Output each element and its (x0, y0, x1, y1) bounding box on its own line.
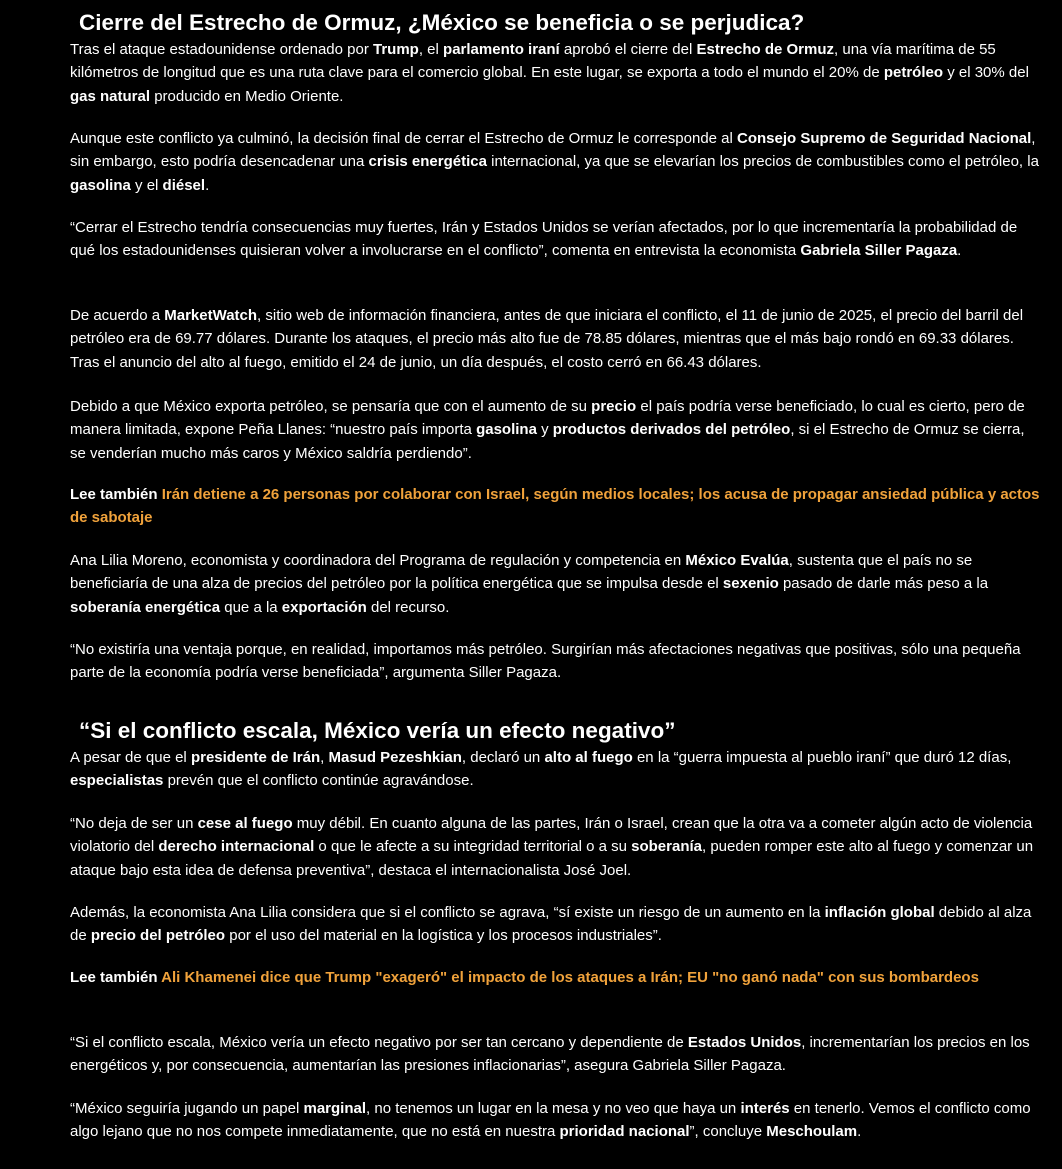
bold-text: Masud Pezeshkian (328, 749, 462, 766)
text-run: en la “guerra impuesta al pueblo iraní” que duró 12 días, (632, 749, 1012, 766)
bold-text: Consejo Supremo de Seguridad Nacional (737, 130, 1032, 147)
paragraph (70, 746, 1040, 793)
bold-text: derecho internacional (158, 838, 315, 856)
bold-text: parlamento iraní (443, 41, 560, 58)
text-run: “Cerrar el Estrecho tendría consecuencias muy fuertes, Irán y Estados Unidos se verían afectados, por lo que incrementaría la probabilidad de qué los estadounidenses quisieran volver a involucrarse en el conflicto”, comenta en entrevista la economista (70, 219, 1018, 260)
text-run: , si el Estrecho de Ormuz se cierra, se venderían mucho más caros y México saldría perdiendo”. (70, 421, 1025, 462)
bold-text: gasolina (476, 421, 537, 439)
text-run: prevén que el conflicto continúe agravándose. (163, 772, 474, 790)
related-article-link[interactable]: Ali Khamenei dice que Trump "exageró" el impacto de los ataques a Irán; EU "no ganó nada" con sus bombardeos (161, 969, 979, 986)
paragraph (70, 549, 1040, 619)
bold-text: interés (740, 1100, 790, 1117)
bold-text: gasolina (70, 176, 131, 194)
text-run: Ana Lilia Moreno, economista y coordinadora del Programa de regulación y competencia en (70, 552, 686, 569)
bold-text: prioridad nacional (559, 1123, 690, 1141)
paragraph (70, 812, 1040, 882)
text-run: . (205, 176, 210, 194)
text-run: , sustenta que el país no se beneficiaría de una alza de precios del petróleo por la política energética que se impulsa desde el (70, 552, 973, 593)
bold-text: soberanía (631, 838, 702, 856)
text-run: , no tenemos un lugar en la mesa y no veo que haya un (366, 1100, 741, 1117)
text-run: Aunque este conflicto ya culminó, la decisión final de cerrar el Estrecho de Ormuz le corresponde al (70, 130, 738, 147)
text-run: “México seguiría jugando un papel (70, 1100, 304, 1117)
lee-tambien-label: Lee también (70, 969, 162, 986)
bold-text: Estados Unidos (687, 1034, 802, 1051)
bold-text: cese al fuego (197, 815, 293, 832)
bold-text: México Evalúa (685, 552, 789, 569)
text-run: , incrementarían los precios en los energéticos y, por consecuencia, aumentarían las presiones inflacionarias”, asegura Gabriela Siller Pagaza. (70, 1034, 1030, 1075)
bold-text: Estrecho de Ormuz (696, 41, 835, 58)
bold-text: productos derivados del petróleo (552, 421, 791, 439)
text-run: Tras el ataque estadounidense ordenado por (70, 41, 373, 58)
bold-text: diésel (162, 176, 206, 194)
bold-text: precio (591, 398, 637, 415)
text-run: , sin embargo, esto podría desencadenar una (70, 130, 1036, 171)
lee-tambien-label: Lee también (70, 486, 162, 503)
text-run: De acuerdo a (70, 307, 165, 324)
text-run: , el (418, 41, 444, 58)
text-run: muy débil. En cuanto alguna de las partes, Irán o Israel, crean que la otra va a cometer algún acto de violencia violatorio del (70, 815, 1033, 856)
text-run: Además, la economista Ana Lilia considera que si el conflicto se agrava, “sí existe un riesgo de un aumento en la (70, 904, 825, 921)
related-article-link[interactable]: Irán detiene a 26 personas por colaborar con Israel, según medios locales; los acusa de propagar ansiedad pública y actos de sabotaje (70, 486, 1040, 527)
section-2-title: “Si el conflicto escala, México vería un efecto negativo” (79, 718, 676, 743)
paragraph (70, 304, 1040, 374)
text-run: el país podría verse beneficiado, lo cual es cierto, pero de manera limitada, expone Peña Llanes: “nuestro país importa (70, 398, 1025, 439)
text-run: , una vía marítima de 55 kilómetros de longitud que es una ruta clave para el comercio global. En este lugar, se exporta a todo el mundo el 20% de (70, 41, 996, 82)
text-run: que a la (220, 598, 282, 616)
text-run: internacional, ya que se elevarían los precios de combustibles como el petróleo, la (486, 153, 1039, 171)
lee-tambien-1 (70, 483, 1040, 530)
bold-text: inflación global (824, 904, 935, 921)
paragraph (70, 1031, 1040, 1078)
text-run: debido al alza de (70, 904, 1032, 945)
bold-text: marginal (303, 1100, 367, 1117)
text-run: , sitio web de información financiera, antes de que iniciara el conflicto, el 11 de junio de 2025, el precio del barril del petróleo era de 69.77 dólares. Durante los ataques, el precio más alto fue de 78.85 dólares, mientras que el más bajo rondó en 69.33 dólares. Tras el anuncio del alto al fuego, emitido el 24 de junio, un día después, el costo cerró en 66.43 dólares. (70, 307, 1024, 371)
bold-text: exportación (281, 598, 367, 616)
text-run: o que le afecte a su integridad territorial o a su (314, 838, 632, 856)
text-run: . (957, 242, 962, 260)
bold-text: gas natural (70, 87, 151, 105)
text-run: , declaró un (461, 749, 545, 766)
bold-text: presidente de Irán (190, 749, 321, 766)
text-run: “No deja de ser un (70, 815, 198, 832)
paragraph (70, 127, 1040, 197)
text-run: , pueden romper este alto al fuego y comenzar un ataque bajo esta idea de defensa preventiva”, destaca el internacionalista José Joel. (70, 838, 1034, 879)
bold-text: Trump (373, 41, 419, 58)
lee-tambien-2 (70, 966, 1040, 989)
text-run: aprobó el cierre del (559, 41, 697, 58)
text-run: del recurso. (366, 598, 450, 616)
paragraph (70, 638, 1040, 685)
bold-text: alto al fuego (544, 749, 633, 766)
paragraph (70, 1097, 1040, 1144)
paragraph (70, 395, 1040, 465)
bold-text: especialistas (70, 772, 164, 790)
text-run: “No existiría una ventaja porque, en realidad, importamos más petróleo. Surgirían más afectaciones negativas que positivas, sólo una pequeña parte de la economía podría verse beneficiada”, argumenta Siller Pagaza. (70, 641, 1021, 682)
text-run: “Si el conflicto escala, México vería un efecto negativo por ser tan cercano y dependiente de (70, 1034, 688, 1051)
bold-text: crisis energética (368, 153, 487, 171)
text-run: en tenerlo. Vemos el conflicto como algo lejano que no nos compete inmediatamente, que no está en nuestra (70, 1100, 1031, 1141)
bold-text: Meschoulam (766, 1123, 858, 1141)
text-run: ”, concluye (689, 1123, 767, 1141)
bold-text: soberanía energética (70, 598, 221, 616)
bold-text: sexenio (722, 575, 779, 593)
paragraph (70, 216, 1040, 263)
text-run: por el uso del material en la logística y los procesos industriales”. (225, 927, 662, 945)
text-run: y (536, 421, 553, 439)
text-run: y el 30% del (943, 64, 1029, 82)
text-run: Debido a que México exporta petróleo, se pensaría que con el aumento de su (70, 398, 592, 415)
text-run: , (320, 749, 329, 766)
text-run: pasado de darle más peso a la (778, 575, 989, 593)
bold-text: MarketWatch (164, 307, 258, 324)
text-run: producido en Medio Oriente. (150, 87, 344, 105)
text-run: . (857, 1123, 862, 1141)
paragraph (70, 38, 1040, 108)
section-1-title: Cierre del Estrecho de Ormuz, ¿México se beneficia o se perjudica? (79, 10, 805, 35)
bold-text: petróleo (883, 64, 944, 82)
paragraph (70, 901, 1040, 948)
bold-text: precio del petróleo (90, 927, 226, 945)
bold-text: Gabriela Siller Pagaza (800, 242, 958, 260)
text-run: A pesar de que el (70, 749, 191, 766)
text-run: y el (130, 176, 163, 194)
